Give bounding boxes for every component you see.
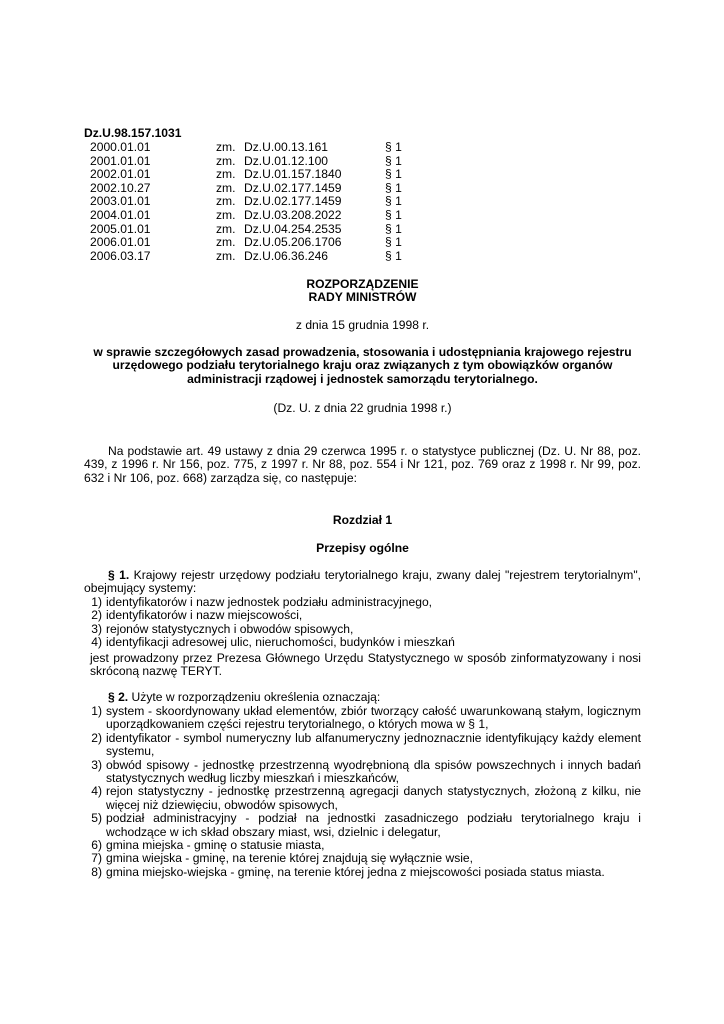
amendment-row [84, 180, 402, 196]
amendment-date: 2006.01.01 [90, 235, 151, 250]
list-item-text: podział administracyjny - podział na jednostki zasadniczego podziału terytorialnego kraju i wchodzące w ich skład obszary miast, wsi, dzielnic i delegatur, [106, 811, 641, 839]
paragraph-2-list [84, 705, 641, 879]
chapter-label: Rozdział 1 [332, 513, 393, 527]
amendment-zm: zm. [216, 248, 236, 263]
list-item [84, 839, 641, 852]
paragraph-1-intro [84, 569, 641, 596]
amendment-row [84, 167, 402, 182]
amendment-journal: Dz.U.05.206.1706 [244, 235, 342, 250]
amendment-journal: Dz.U.06.36.246 [244, 248, 329, 263]
amendment-journal: Dz.U.01.157.1840 [244, 167, 342, 182]
list-item-text: identyfikatorów i nazw miejscowości, [106, 608, 303, 623]
amendment-row [84, 140, 402, 155]
list-item [84, 866, 641, 879]
amendment-date: 2005.01.01 [90, 221, 151, 236]
list-item-text: identyfikator - symbol numeryczny lub alfanumeryczny jednoznacznie identyfikujący każdy element systemu, [106, 730, 641, 759]
amendment-row [84, 221, 402, 237]
amendment-paragraph: § 1 [385, 221, 402, 236]
list-item-text: gmina wiejska - gminę, na terenie której znajdują się wyłącznie wsie, [106, 851, 474, 866]
list-item-number: 7) [91, 851, 102, 866]
paragraph-2-intro [84, 691, 641, 704]
list-item [84, 759, 641, 786]
subject-line: w sprawie szczegółowych zasad prowadzenia, stosowania i udostępniania krajowego rejestru [93, 345, 632, 359]
amendment-date: 2002.10.27 [90, 180, 151, 195]
paragraph-1-list [84, 596, 641, 650]
amendment-date: 2006.03.17 [90, 248, 151, 263]
amendment-paragraph: § 1 [385, 248, 402, 263]
amendment-journal: Dz.U.04.254.2535 [244, 221, 342, 236]
list-item-number: 2) [91, 730, 102, 745]
amendment-paragraph: § 1 [385, 235, 402, 250]
amendment-date: 2000.01.01 [90, 140, 151, 154]
amendment-zm: zm. [216, 140, 236, 154]
amendment-row [84, 207, 402, 223]
amendment-row [84, 153, 402, 169]
amendment-journal: Dz.U.02.177.1459 [244, 180, 342, 195]
list-item-text: obwód spisowy - jednostkę przestrzenną wyodrębnioną dla spisów powszechnych i innych badań statystycznych według liczby mieszkań i mieszkańców, [106, 757, 641, 786]
amendment-row [84, 235, 402, 250]
amendment-list [84, 140, 402, 263]
list-item-number: 5) [91, 811, 102, 826]
list-item-number: 6) [91, 838, 102, 853]
list-item-text: identyfikacji adresowej ulic, nieruchomości, budynków i mieszkań [106, 635, 455, 650]
list-item-number: 2) [91, 608, 102, 623]
amendment-row [84, 248, 402, 264]
subject-line: administracji rządowej i jednostek samorządu terytorialnego. [187, 371, 538, 386]
list-item-number: 3) [91, 757, 102, 772]
amendment-journal: Dz.U.02.177.1459 [244, 194, 342, 209]
amendment-zm: zm. [216, 167, 236, 182]
amendment-journal: Dz.U.00.13.161 [244, 140, 329, 154]
list-item [84, 636, 641, 649]
list-item-number: 4) [91, 635, 102, 650]
amendment-zm: zm. [216, 180, 236, 195]
list-item [84, 732, 641, 759]
list-item-number: 4) [91, 784, 102, 799]
amendment-zm: zm. [216, 207, 236, 222]
list-item-number: 8) [91, 864, 102, 879]
list-item-text: gmina miejska - gminę o statusie miasta, [106, 838, 325, 853]
amendment-zm: zm. [216, 221, 236, 236]
list-item-number: 1) [91, 595, 102, 609]
list-item-text: identyfikatorów i nazw jednostek podziału administracyjnego, [106, 595, 433, 609]
amendment-journal: Dz.U.03.208.2022 [244, 207, 342, 222]
list-item [84, 609, 641, 622]
list-item [84, 812, 641, 839]
amendment-zm: zm. [216, 194, 236, 209]
list-item-number: 3) [91, 621, 102, 636]
paragraph-1-mark: § 1. [108, 568, 130, 582]
list-item-text: gmina miejsko-wiejska - gminę, na terenie której jedna z miejscowości posiada status miasta. [106, 864, 605, 879]
regulation-date: z dnia 15 grudnia 1998 r. [295, 318, 430, 332]
list-item [84, 852, 641, 865]
paragraph-2-mark: § 2. [108, 690, 129, 704]
amendment-zm: zm. [216, 235, 236, 250]
amendment-reference-block [84, 126, 402, 263]
amendment-row [84, 194, 402, 209]
amendment-zm: zm. [216, 153, 236, 168]
amendment-date: 2002.01.01 [90, 167, 151, 182]
amendment-paragraph: § 1 [385, 153, 402, 168]
preamble: Na podstawie art. 49 ustawy z dnia 29 czerwca 1995 r. o statystyce publicznej (Dz. U. Nr 88, poz. 439, z 1996 r. Nr 156, poz. 775, z 1997 r. Nr 88, poz. 554 i Nr 121, poz. 769 oraz z 1998 r. Nr 99, poz. 632 i Nr 106, poz. 668) zarządza się, co następuje: [84, 444, 641, 485]
amendment-paragraph: § 1 [385, 167, 402, 182]
amendment-date: 2004.01.01 [90, 207, 151, 222]
amendment-journal: Dz.U.01.12.100 [244, 153, 329, 168]
list-item-number: 1) [91, 704, 102, 718]
amendment-paragraph: § 1 [385, 207, 402, 222]
list-item-text: system - skoordynowany układ elementów, zbiór tworzący całość uwarunkowaną stałym, logicznym uporządkowaniem części rejestru terytorialnego, o których mowa w § 1, [106, 704, 641, 732]
list-item-text: rejonów statystycznych i obwodów spisowych, [106, 621, 354, 636]
paragraph-1-text: Krajowy rejestr urzędowy podziału terytorialnego kraju, zwany dalej "rejestrem terytorialnym", obejmujący systemy: [84, 568, 641, 596]
list-item [84, 623, 641, 636]
amendment-date: 2001.01.01 [90, 153, 151, 168]
list-item [84, 705, 641, 732]
amendment-date: 2003.01.01 [90, 194, 151, 209]
amendment-paragraph: § 1 [385, 180, 402, 195]
list-item-text: rejon statystyczny - jednostkę przestrzenną agregacji danych statystycznych, złożoną z kilku, nie więcej niż dziewięciu, obwodów spisowych, [106, 784, 641, 812]
regulation-subject [84, 346, 641, 386]
journal-reference: Dz.U.98.157.1031 [84, 126, 182, 140]
list-item [84, 785, 641, 812]
publication-note: (Dz. U. z dnia 22 grudnia 1998 r.) [273, 401, 452, 415]
title-line: RADY MINISTRÓW [308, 290, 417, 305]
regulation-type [84, 278, 641, 305]
chapter-title: Przepisy ogólne [316, 541, 409, 555]
amendment-paragraph: § 1 [385, 140, 402, 154]
subject-line: urzędowego podziału terytorialnego kraju oraz związanych z tym obowiązków organów [112, 358, 613, 373]
paragraph-1-closing: jest prowadzony przez Prezesa Głównego Urzędu Statystycznego w sposób zinformatyzowany i nosi skróconą nazwę TERYT. [90, 651, 641, 679]
list-item [84, 596, 641, 609]
title-line: ROZPORZĄDZENIE [306, 277, 419, 291]
amendment-paragraph: § 1 [385, 194, 402, 209]
paragraph-2-text: Użyte w rozporządzeniu określenia oznaczają: [128, 690, 381, 704]
